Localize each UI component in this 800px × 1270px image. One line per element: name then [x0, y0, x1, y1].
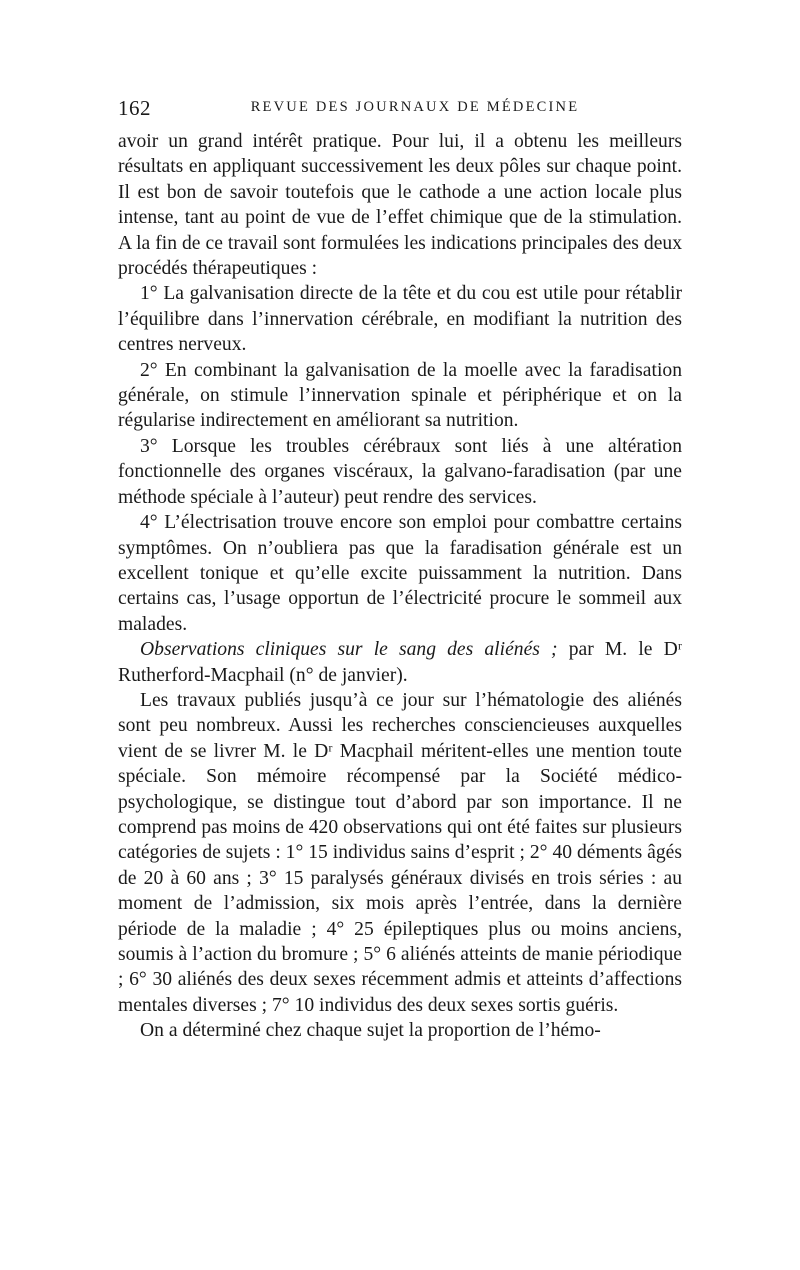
text-body [118, 129, 682, 1044]
running-head [118, 96, 682, 122]
section-heading [118, 637, 682, 688]
page-number: 162 [118, 96, 151, 120]
section-author: par M. le Dʳ Rutherford-Macphail (n° de janvier). [118, 639, 683, 686]
section-title: Observations cliniques sur le sang des aliénés ; [140, 639, 558, 661]
journal-title: REVUE DES JOURNAUX DE MÉDECINE [250, 99, 580, 115]
paragraph-continuation: avoir un grand intérêt pratique. Pour lui, il a obtenu les meilleurs résultats en appliquant successivement les deux pôles sur chaque point. Il est bon de savoir toutefois que le cathode a une action locale plus intense, tant au point de vue de l’effet chimique que de la stimulation. A la fin de ce travail sont formulées les indications principales des deux procédés thérapeutiques : [118, 131, 682, 280]
paragraph-indication-3: 3° Lorsque les troubles cérébraux sont liés à une altération fonctionnelle des organes viscéraux, la galvano-faradisation (par une méthode spéciale à l’auteur) peut rendre des services. [118, 435, 682, 508]
paragraph-indication-1: 1° La galvanisation directe de la tête et du cou est utile pour rétablir l’équilibre dans l’innervation cérébrale, en modifiant la nutrition des centres nerveux. [118, 283, 682, 356]
paragraph-hematology: Les travaux publiés jusqu’à ce jour sur l’hématologie des aliénés sont peu nombreux. Aussi les recherches consciencieuses auxquelles vient de se livrer M. le Dʳ Macphail méritent-elles une mention toute spéciale. Son mémoire récompensé par la Société médico-psychologique, se distingue tout d’abord par son importance. Il ne comprend pas moins de 420 observations qui ont été faites sur plusieurs catégories de sujets : 1° 15 individus sains d’esprit ; 2° 40 déments âgés de 20 à 60 ans ; 3° 15 paralysés généraux divisés en trois séries : au moment de l’admission, six mois après l’entrée, dans la dernière période de la maladie ; 4° 25 épileptiques plus ou moins anciens, soumis à l’action du bromure ; 5° 6 aliénés atteints de manie périodique ; 6° 30 aliénés des deux sexes récemment admis et atteints d’affections mentales diverses ; 7° 10 individus des deux sexes sortis guéris. [118, 689, 682, 1016]
paragraph-final: On a déterminé chez chaque sujet la proportion de l’hémo- [140, 1020, 601, 1042]
paragraph-indication-2: 2° En combinant la galvanisation de la moelle avec la faradisation générale, on stimule l’innervation spinale et périphérique et on la régularise indirectement en améliorant sa nutrition. [118, 359, 682, 432]
paragraph-indication-4: 4° L’électrisation trouve encore son emploi pour combattre certains symptômes. On n’oubliera pas que la faradisation générale est un excellent tonique et qu’elle excite puissamment la nutrition. Dans certains cas, l’usage opportun de l’électricité procure le sommeil aux malades. [118, 512, 682, 635]
